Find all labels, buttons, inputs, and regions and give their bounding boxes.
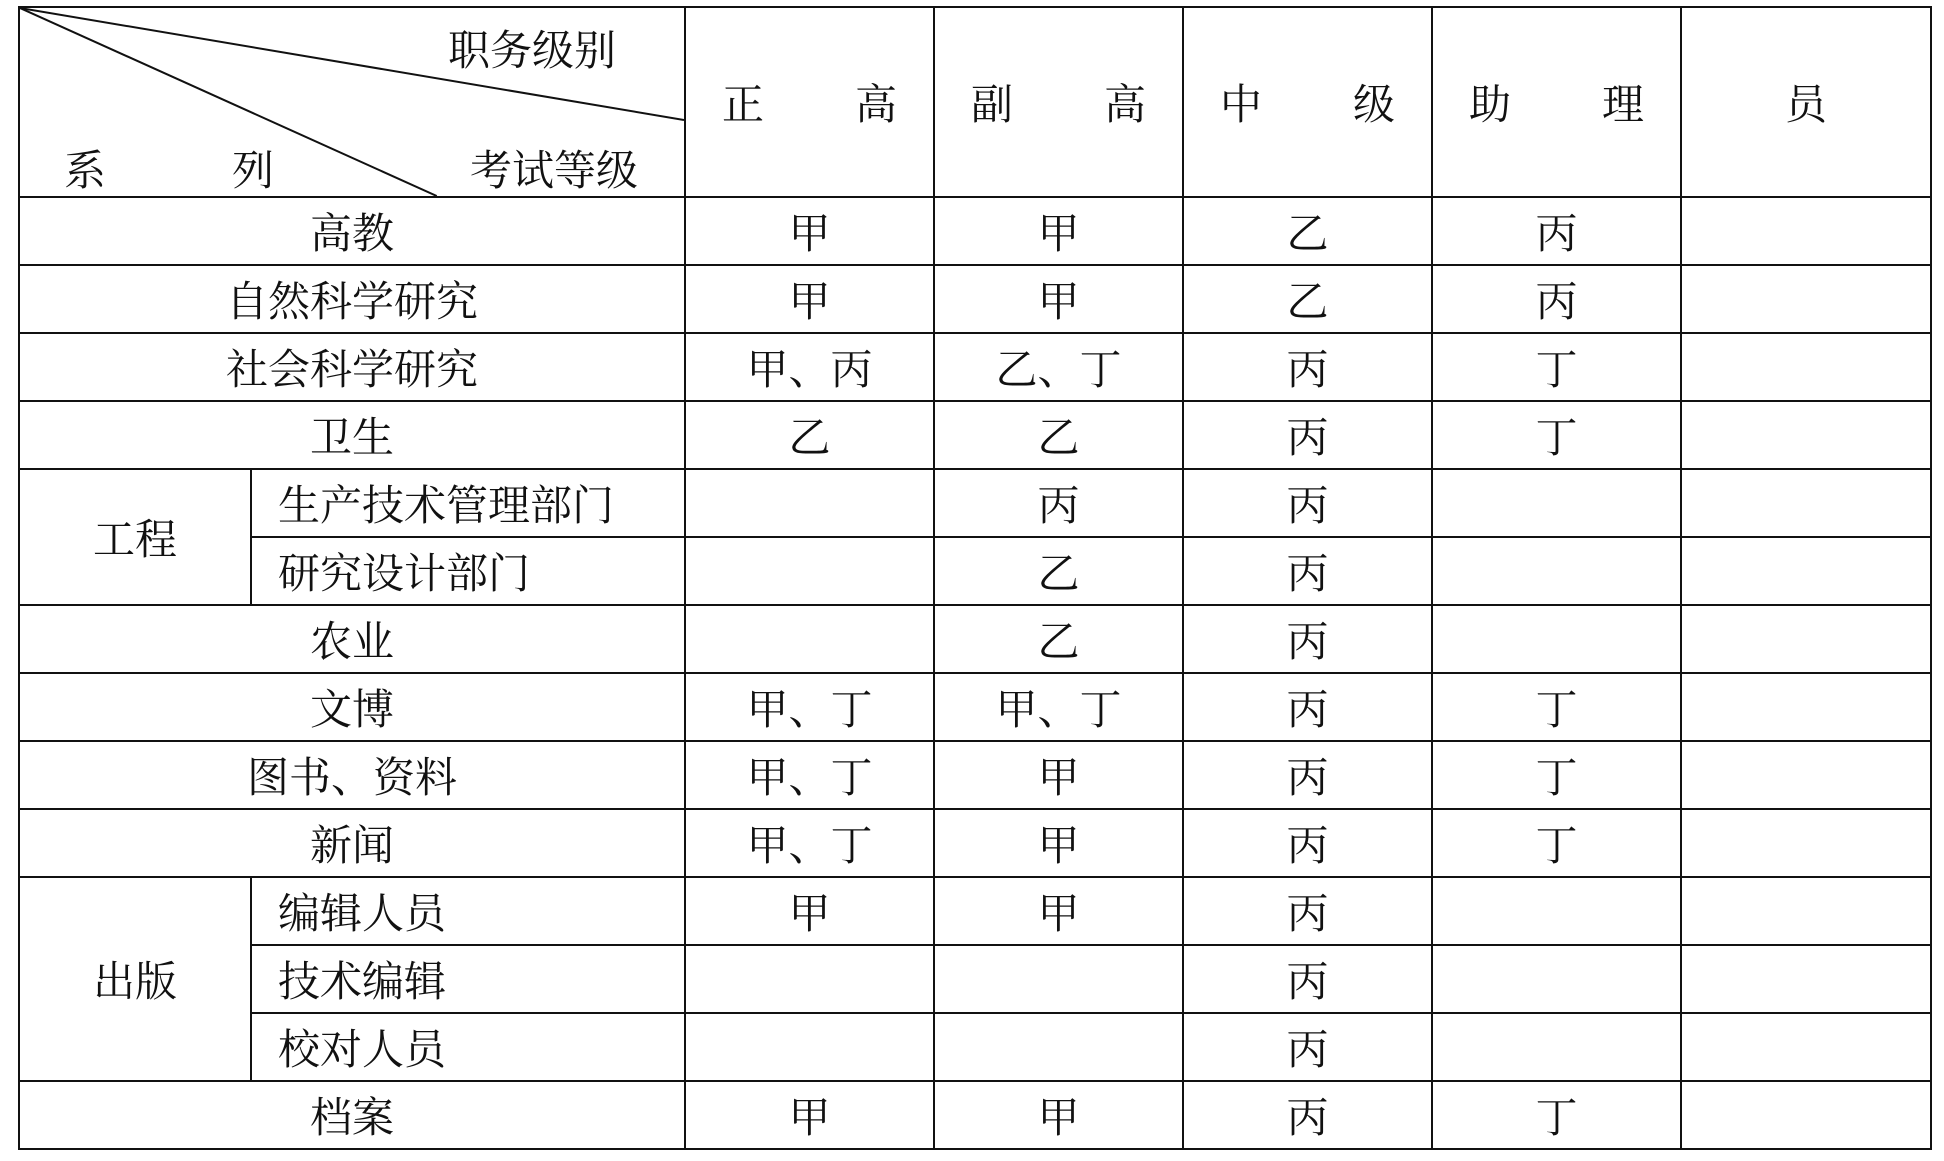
row-label: 新闻 (19, 809, 685, 877)
cell: 丁 (1432, 809, 1681, 877)
row-label: 档案 (19, 1081, 685, 1149)
table-row (19, 945, 1931, 1013)
header-row (19, 7, 1931, 197)
col-header-4: 助 理 (1432, 7, 1681, 197)
table-row (19, 197, 1931, 265)
row-label: 社会科学研究 (19, 333, 685, 401)
corner-cell (19, 7, 685, 197)
cell: 丙 (1183, 537, 1432, 605)
cell (1432, 945, 1681, 1013)
cell: 丙 (934, 469, 1183, 537)
cell (1681, 401, 1931, 469)
cell (1681, 265, 1931, 333)
cell: 甲 (685, 197, 934, 265)
corner-label-right: 考试等级 (469, 146, 638, 195)
cell (1681, 741, 1931, 809)
cell: 丙 (1183, 401, 1432, 469)
cell (685, 945, 934, 1013)
cell: 丁 (1432, 741, 1681, 809)
group-label-engineering: 工程 (19, 469, 251, 605)
cell (685, 469, 934, 537)
cell: 甲 (685, 877, 934, 945)
cell: 乙 (934, 401, 1183, 469)
cell (1432, 469, 1681, 537)
cell: 丙 (1183, 945, 1432, 1013)
cell: 甲 (934, 809, 1183, 877)
cell: 甲、丁 (685, 809, 934, 877)
table-row (19, 1081, 1931, 1149)
cell: 丙 (1183, 741, 1432, 809)
cell (1681, 605, 1931, 673)
cell (1681, 877, 1931, 945)
cell (934, 1013, 1183, 1081)
cell (1432, 877, 1681, 945)
cell: 乙 (685, 401, 934, 469)
col-header-2: 副 高 (934, 7, 1183, 197)
table-row (19, 401, 1931, 469)
cell (1681, 537, 1931, 605)
cell (1432, 537, 1681, 605)
col-header-3: 中 级 (1183, 7, 1432, 197)
cell (1432, 605, 1681, 673)
cell: 甲 (934, 197, 1183, 265)
cell: 乙、丁 (934, 333, 1183, 401)
row-label: 技术编辑 (251, 945, 685, 1013)
cell: 丁 (1432, 401, 1681, 469)
row-label: 农业 (19, 605, 685, 673)
cell (1681, 1013, 1931, 1081)
cell (1681, 945, 1931, 1013)
cell: 乙 (1183, 197, 1432, 265)
cell: 甲 (934, 1081, 1183, 1149)
cell: 乙 (934, 537, 1183, 605)
cell (685, 537, 934, 605)
table-row (19, 877, 1931, 945)
cell: 丙 (1183, 1081, 1432, 1149)
cell: 乙 (1183, 265, 1432, 333)
corner-label-left: 系 列 (64, 146, 275, 195)
cell: 甲 (934, 265, 1183, 333)
cell: 丁 (1432, 1081, 1681, 1149)
row-label: 自然科学研究 (19, 265, 685, 333)
cell: 丙 (1183, 877, 1432, 945)
cell: 丙 (1183, 673, 1432, 741)
table-row (19, 1013, 1931, 1081)
row-label: 高教 (19, 197, 685, 265)
row-label: 研究设计部门 (251, 537, 685, 605)
col-header-1: 正 高 (685, 7, 934, 197)
corner-label-top: 职务级别 (447, 26, 616, 75)
cell (934, 945, 1183, 1013)
row-label: 文博 (19, 673, 685, 741)
cell (1681, 1081, 1931, 1149)
table-row (19, 673, 1931, 741)
cell: 甲 (934, 877, 1183, 945)
row-label: 生产技术管理部门 (251, 469, 685, 537)
cell (685, 605, 934, 673)
cell: 甲、丁 (685, 741, 934, 809)
cell: 甲、丙 (685, 333, 934, 401)
cell: 甲 (685, 265, 934, 333)
col-header-5: 员 (1681, 7, 1931, 197)
row-label: 校对人员 (251, 1013, 685, 1081)
cell: 甲、丁 (934, 673, 1183, 741)
cell (1681, 333, 1931, 401)
cell: 丁 (1432, 333, 1681, 401)
cell: 丙 (1432, 265, 1681, 333)
cell: 乙 (934, 605, 1183, 673)
cell (1681, 673, 1931, 741)
table-row (19, 265, 1931, 333)
row-label: 卫生 (19, 401, 685, 469)
cell: 丙 (1183, 469, 1432, 537)
table-row (19, 809, 1931, 877)
exam-grade-table (18, 6, 1932, 1150)
row-label: 编辑人员 (251, 877, 685, 945)
table-row (19, 469, 1931, 537)
cell: 丙 (1183, 605, 1432, 673)
table-row (19, 605, 1931, 673)
cell: 丙 (1183, 809, 1432, 877)
cell (1681, 197, 1931, 265)
cell: 丙 (1432, 197, 1681, 265)
group-label-publishing: 出版 (19, 877, 251, 1081)
table-row (19, 741, 1931, 809)
cell (1432, 1013, 1681, 1081)
row-label: 图书、资料 (19, 741, 685, 809)
cell: 甲 (685, 1081, 934, 1149)
cell: 丙 (1183, 333, 1432, 401)
cell: 丙 (1183, 1013, 1432, 1081)
table-row (19, 537, 1931, 605)
cell (1681, 809, 1931, 877)
table-row (19, 333, 1931, 401)
cell: 甲、丁 (685, 673, 934, 741)
cell (685, 1013, 934, 1081)
cell: 丁 (1432, 673, 1681, 741)
cell: 甲 (934, 741, 1183, 809)
cell (1681, 469, 1931, 537)
